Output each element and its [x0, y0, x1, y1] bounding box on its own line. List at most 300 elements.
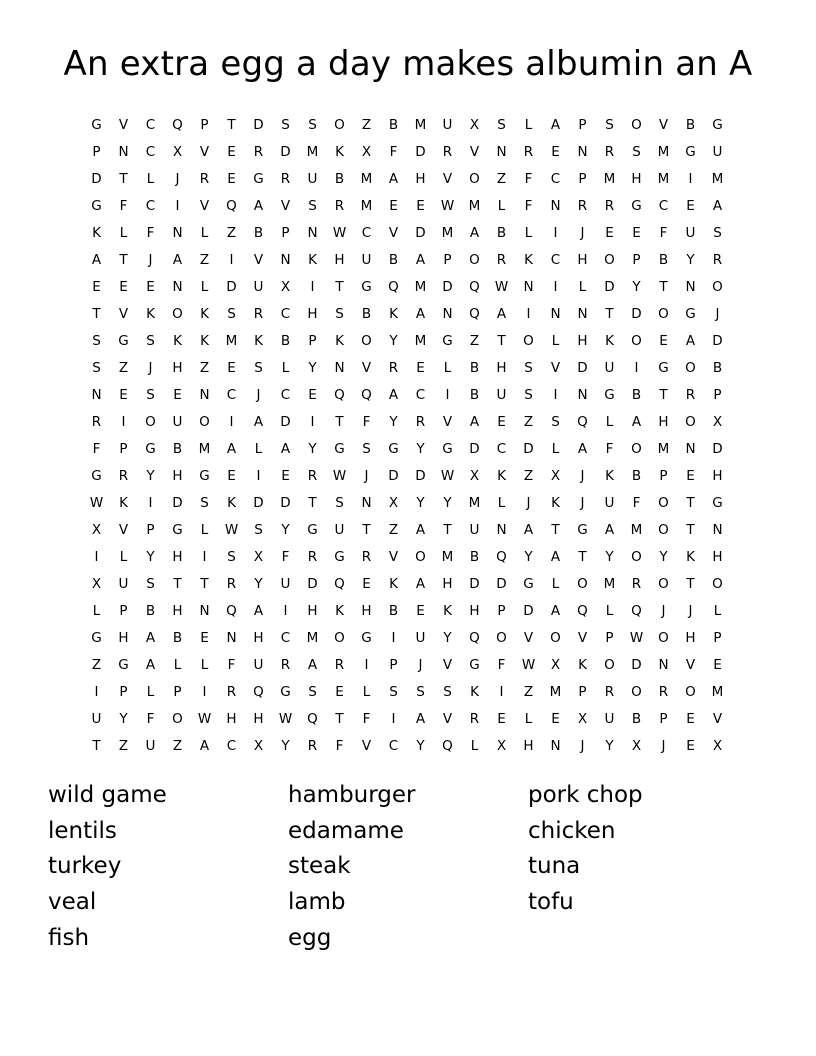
grid-letter: T	[335, 278, 344, 295]
grid-letter: N	[199, 602, 210, 619]
grid-letter: T	[686, 494, 695, 511]
grid-letter: Q	[226, 197, 237, 214]
grid-letter: O	[685, 683, 696, 700]
grid-letter: S	[92, 332, 101, 349]
grid-letter: A	[415, 710, 426, 727]
grid-letter: F	[524, 170, 533, 187]
grid-letter: E	[281, 467, 290, 484]
grid-letter: P	[92, 143, 101, 160]
grid-letter: L	[281, 359, 290, 376]
grid-letter: O	[631, 683, 642, 700]
grid-letter: L	[524, 116, 533, 133]
grid-letter: J	[661, 737, 666, 754]
grid-letter: Y	[416, 440, 425, 457]
grid-letter: Y	[254, 575, 263, 592]
grid-letter: G	[91, 467, 102, 484]
grid-letter: K	[605, 467, 614, 484]
word-list-item: hamburger	[288, 782, 416, 808]
grid-letter: E	[227, 143, 236, 160]
grid-letter: V	[442, 656, 453, 673]
grid-letter: Y	[281, 521, 290, 538]
grid-letter: T	[308, 494, 317, 511]
grid-letter: W	[332, 467, 347, 484]
grid-letter: K	[578, 656, 587, 673]
grid-letter: E	[362, 575, 371, 592]
grid-letter: O	[685, 359, 696, 376]
grid-letter: Q	[172, 116, 183, 133]
grid-letter: D	[280, 494, 291, 511]
grid-letter: T	[227, 116, 236, 133]
grid-letter: E	[227, 359, 236, 376]
grid-letter: B	[388, 116, 399, 133]
grid-letter: A	[226, 440, 237, 457]
grid-letter: F	[632, 494, 641, 511]
grid-letter: B	[172, 440, 183, 457]
grid-letter: H	[577, 332, 588, 349]
grid-letter: O	[631, 440, 642, 457]
grid-letter: O	[172, 305, 183, 322]
grid-letter: O	[658, 629, 669, 646]
grid-letter: N	[577, 386, 588, 403]
grid-letter: A	[415, 521, 426, 538]
word-list-item: steak	[288, 853, 351, 880]
grid-letter: U	[334, 521, 345, 538]
grid-letter: N	[91, 386, 102, 403]
grid-letter: M	[198, 440, 211, 457]
grid-letter: A	[415, 305, 426, 322]
grid-letter: N	[577, 143, 588, 160]
grid-letter: I	[283, 602, 288, 619]
grid-letter: K	[119, 494, 128, 511]
grid-letter: I	[553, 224, 558, 241]
grid-letter: T	[335, 710, 344, 727]
grid-letter: B	[469, 386, 480, 403]
grid-letter: X	[91, 521, 102, 538]
grid-letter: V	[118, 116, 129, 133]
grid-letter: M	[549, 683, 562, 700]
grid-letter: Q	[469, 278, 480, 295]
grid-letter: F	[92, 440, 101, 457]
grid-letter: G	[577, 521, 588, 538]
grid-letter: X	[712, 737, 723, 754]
grid-letter: T	[173, 575, 182, 592]
grid-letter: U	[118, 575, 129, 592]
grid-letter: V	[118, 305, 129, 322]
grid-letter: P	[173, 683, 182, 700]
grid-letter: M	[225, 332, 238, 349]
grid-letter: C	[415, 386, 426, 403]
grid-letter: T	[119, 251, 128, 268]
grid-letter: T	[686, 521, 695, 538]
grid-letter: I	[148, 494, 153, 511]
grid-letter: U	[712, 143, 723, 160]
grid-letter: Y	[416, 494, 425, 511]
grid-letter: E	[551, 143, 560, 160]
grid-letter: S	[524, 386, 533, 403]
grid-letter: F	[524, 197, 533, 214]
grid-letter: X	[550, 467, 561, 484]
grid-letter: H	[118, 629, 129, 646]
grid-letter: R	[496, 251, 507, 268]
grid-letter: N	[496, 143, 507, 160]
grid-letter: B	[388, 602, 399, 619]
grid-letter: W	[224, 521, 239, 538]
grid-letter: G	[712, 116, 723, 133]
grid-letter: S	[308, 683, 317, 700]
grid-letter: I	[553, 386, 558, 403]
grid-letter: O	[712, 278, 723, 295]
grid-letter: V	[199, 143, 210, 160]
grid-letter: A	[172, 251, 183, 268]
grid-letter: F	[335, 737, 344, 754]
grid-letter: G	[658, 359, 669, 376]
grid-letter: A	[550, 548, 561, 565]
grid-letter: G	[685, 143, 696, 160]
grid-letter: S	[146, 575, 155, 592]
grid-letter: M	[306, 143, 319, 160]
grid-letter: I	[175, 197, 180, 214]
grid-letter: P	[605, 629, 614, 646]
grid-letter: O	[172, 710, 183, 727]
grid-letter: U	[145, 737, 156, 754]
grid-letter: Q	[334, 386, 345, 403]
grid-letter: B	[388, 251, 399, 268]
grid-letter: A	[253, 602, 264, 619]
grid-letter: Y	[416, 737, 425, 754]
grid-letter: P	[497, 602, 506, 619]
grid-letter: G	[469, 656, 480, 673]
grid-letter: B	[658, 251, 669, 268]
grid-letter: L	[524, 224, 533, 241]
grid-letter: Q	[469, 305, 480, 322]
grid-letter: I	[256, 467, 261, 484]
grid-letter: I	[391, 710, 396, 727]
grid-letter: H	[577, 251, 588, 268]
grid-letter: M	[441, 224, 454, 241]
grid-letter: L	[173, 656, 182, 673]
grid-letter: K	[92, 224, 101, 241]
grid-letter: T	[92, 737, 101, 754]
grid-letter: V	[442, 170, 453, 187]
grid-letter: R	[361, 548, 372, 565]
grid-letter: J	[580, 467, 585, 484]
grid-letter: G	[334, 440, 345, 457]
grid-letter: Z	[523, 467, 534, 484]
grid-letter: U	[253, 656, 264, 673]
grid-letter: O	[496, 629, 507, 646]
grid-letter: E	[686, 710, 695, 727]
grid-letter: Y	[308, 440, 317, 457]
grid-letter: S	[92, 359, 101, 376]
grid-letter: O	[469, 170, 480, 187]
grid-letter: I	[688, 170, 693, 187]
grid-letter: R	[469, 710, 480, 727]
grid-letter: A	[145, 629, 156, 646]
grid-letter: C	[280, 386, 291, 403]
grid-letter: I	[445, 386, 450, 403]
grid-letter: U	[604, 494, 615, 511]
grid-letter: K	[470, 683, 479, 700]
grid-letter: N	[361, 494, 372, 511]
grid-letter: T	[578, 548, 587, 565]
grid-letter: Z	[523, 413, 534, 430]
grid-letter: L	[146, 683, 155, 700]
grid-letter: V	[577, 629, 588, 646]
grid-letter: D	[415, 143, 426, 160]
grid-letter: H	[469, 602, 480, 619]
grid-letter: H	[523, 737, 534, 754]
grid-letter: X	[253, 737, 264, 754]
grid-letter: R	[388, 359, 399, 376]
grid-letter: R	[280, 170, 291, 187]
grid-letter: A	[469, 224, 480, 241]
grid-letter: M	[657, 170, 670, 187]
grid-letter: V	[118, 521, 129, 538]
grid-letter: L	[524, 710, 533, 727]
grid-letter: Z	[469, 332, 480, 349]
grid-letter: D	[388, 467, 399, 484]
grid-letter: I	[94, 548, 99, 565]
grid-letter: A	[469, 413, 480, 430]
grid-letter: V	[361, 359, 372, 376]
grid-letter: E	[308, 386, 317, 403]
grid-letter: X	[388, 494, 399, 511]
grid-letter: K	[200, 332, 209, 349]
grid-letter: A	[145, 656, 156, 673]
grid-letter: P	[659, 710, 668, 727]
grid-letter: W	[440, 467, 455, 484]
grid-letter: R	[334, 656, 345, 673]
grid-letter: J	[175, 170, 180, 187]
grid-letter: R	[334, 197, 345, 214]
grid-letter: O	[658, 575, 669, 592]
word-list-column	[48, 778, 288, 957]
grid-letter: H	[172, 548, 183, 565]
grid-letter: D	[253, 494, 264, 511]
grid-letter: J	[688, 602, 693, 619]
grid-letter: L	[362, 683, 371, 700]
grid-letter: G	[604, 386, 615, 403]
grid-letter: R	[415, 413, 426, 430]
grid-letter: N	[496, 521, 507, 538]
grid-letter: T	[200, 575, 209, 592]
grid-letter: Q	[334, 575, 345, 592]
grid-letter: J	[580, 737, 585, 754]
grid-letter: G	[712, 494, 723, 511]
grid-letter: K	[173, 332, 182, 349]
grid-letter: T	[119, 170, 128, 187]
grid-letter: A	[307, 656, 318, 673]
grid-letter: P	[281, 224, 290, 241]
grid-letter: G	[91, 629, 102, 646]
grid-letter: M	[468, 494, 481, 511]
grid-letter: M	[414, 278, 427, 295]
grid-letter: V	[361, 737, 372, 754]
grid-letter: E	[227, 170, 236, 187]
grid-letter: L	[200, 656, 209, 673]
grid-letter: Y	[281, 737, 290, 754]
grid-letter: K	[200, 305, 209, 322]
grid-letter: M	[711, 683, 724, 700]
grid-letter: H	[172, 467, 183, 484]
grid-letter: P	[119, 602, 128, 619]
grid-letter: I	[391, 629, 396, 646]
grid-letter: G	[145, 440, 156, 457]
grid-letter: S	[335, 305, 344, 322]
grid-letter: U	[172, 413, 183, 430]
grid-letter: S	[281, 116, 290, 133]
grid-letter: X	[496, 737, 507, 754]
grid-letter: U	[415, 629, 426, 646]
grid-letter: I	[94, 683, 99, 700]
grid-letter: L	[551, 440, 560, 457]
grid-letter: H	[226, 710, 237, 727]
grid-letter: G	[91, 197, 102, 214]
grid-letter: K	[335, 143, 344, 160]
grid-letter: F	[119, 197, 128, 214]
grid-letter: C	[280, 305, 291, 322]
grid-letter: O	[658, 494, 669, 511]
grid-letter: M	[414, 116, 427, 133]
grid-letter: R	[712, 251, 723, 268]
grid-letter: E	[146, 278, 155, 295]
grid-letter: K	[389, 305, 398, 322]
grid-letter: F	[281, 548, 290, 565]
grid-letter: L	[551, 575, 560, 592]
grid-letter: Y	[632, 278, 641, 295]
grid-letter: N	[334, 359, 345, 376]
grid-letter: C	[388, 737, 399, 754]
grid-letter: M	[711, 170, 724, 187]
grid-letter: J	[526, 494, 531, 511]
grid-letter: S	[605, 116, 614, 133]
grid-letter: L	[578, 278, 587, 295]
grid-letter: W	[332, 224, 347, 241]
grid-letter: T	[551, 521, 560, 538]
grid-letter: I	[229, 413, 234, 430]
grid-letter: P	[443, 251, 452, 268]
grid-letter: Y	[605, 737, 614, 754]
grid-letter: W	[521, 656, 536, 673]
grid-letter: G	[253, 170, 264, 187]
grid-letter: K	[227, 494, 236, 511]
grid-letter: S	[227, 305, 236, 322]
grid-letter: Z	[199, 359, 210, 376]
grid-letter: B	[280, 332, 291, 349]
grid-letter: G	[307, 521, 318, 538]
grid-letter: S	[146, 332, 155, 349]
grid-letter: D	[496, 575, 507, 592]
grid-letter: A	[199, 737, 210, 754]
grid-letter: U	[307, 170, 318, 187]
grid-letter: B	[172, 629, 183, 646]
grid-letter: Q	[577, 602, 588, 619]
grid-letter: C	[658, 197, 669, 214]
grid-letter: H	[334, 251, 345, 268]
grid-letter: L	[497, 197, 506, 214]
grid-letter: C	[145, 116, 156, 133]
grid-letter: N	[523, 278, 534, 295]
grid-letter: Q	[469, 629, 480, 646]
grid-letter: R	[658, 683, 669, 700]
grid-letter: T	[497, 332, 506, 349]
grid-letter: V	[280, 197, 291, 214]
grid-letter: C	[361, 224, 372, 241]
grid-letter: E	[92, 278, 101, 295]
grid-letter: Q	[307, 710, 318, 727]
grid-letter: T	[605, 305, 614, 322]
grid-letter: L	[713, 602, 722, 619]
grid-letter: H	[361, 602, 372, 619]
grid-letter: H	[415, 170, 426, 187]
grid-letter: N	[280, 251, 291, 268]
grid-letter: R	[577, 197, 588, 214]
grid-letter: F	[227, 656, 236, 673]
grid-letter: Q	[388, 278, 399, 295]
grid-letter: R	[307, 548, 318, 565]
grid-letter: W	[440, 197, 455, 214]
grid-letter: H	[712, 467, 723, 484]
grid-letter: U	[253, 278, 264, 295]
grid-letter: Y	[119, 710, 128, 727]
grid-letter: D	[577, 359, 588, 376]
grid-letter: B	[712, 359, 723, 376]
grid-letter: P	[632, 251, 641, 268]
grid-letter: P	[119, 440, 128, 457]
grid-letter: D	[280, 143, 291, 160]
grid-letter: A	[523, 521, 534, 538]
grid-letter: M	[360, 197, 373, 214]
grid-letter: G	[361, 629, 372, 646]
grid-letter: R	[631, 575, 642, 592]
grid-letter: A	[415, 251, 426, 268]
grid-letter: N	[442, 305, 453, 322]
grid-letter: G	[91, 116, 102, 133]
grid-letter: D	[280, 413, 291, 430]
grid-letter: I	[310, 278, 315, 295]
grid-letter: B	[361, 305, 372, 322]
grid-letter: Z	[172, 737, 183, 754]
grid-letter: C	[550, 170, 561, 187]
grid-letter: P	[119, 683, 128, 700]
grid-letter: R	[685, 386, 696, 403]
grid-letter: O	[577, 575, 588, 592]
grid-letter: O	[361, 332, 372, 349]
grid-letter: S	[713, 224, 722, 241]
grid-letter: F	[605, 440, 614, 457]
grid-letter: M	[468, 197, 481, 214]
grid-letter: H	[253, 629, 264, 646]
grid-letter: G	[118, 332, 129, 349]
grid-letter: E	[173, 386, 182, 403]
grid-letter: E	[686, 467, 695, 484]
grid-letter: M	[441, 548, 454, 565]
grid-letter: B	[496, 224, 507, 241]
grid-letter: L	[605, 602, 614, 619]
grid-letter: L	[119, 224, 128, 241]
grid-letter: H	[307, 305, 318, 322]
grid-letter: U	[469, 521, 480, 538]
grid-letter: Y	[659, 548, 668, 565]
grid-letter: E	[497, 413, 506, 430]
grid-letter: N	[226, 629, 237, 646]
grid-letter: X	[469, 116, 480, 133]
grid-letter: R	[604, 683, 615, 700]
grid-letter: W	[278, 710, 293, 727]
grid-letter: A	[91, 251, 102, 268]
grid-letter: P	[308, 332, 317, 349]
grid-letter: S	[551, 413, 560, 430]
